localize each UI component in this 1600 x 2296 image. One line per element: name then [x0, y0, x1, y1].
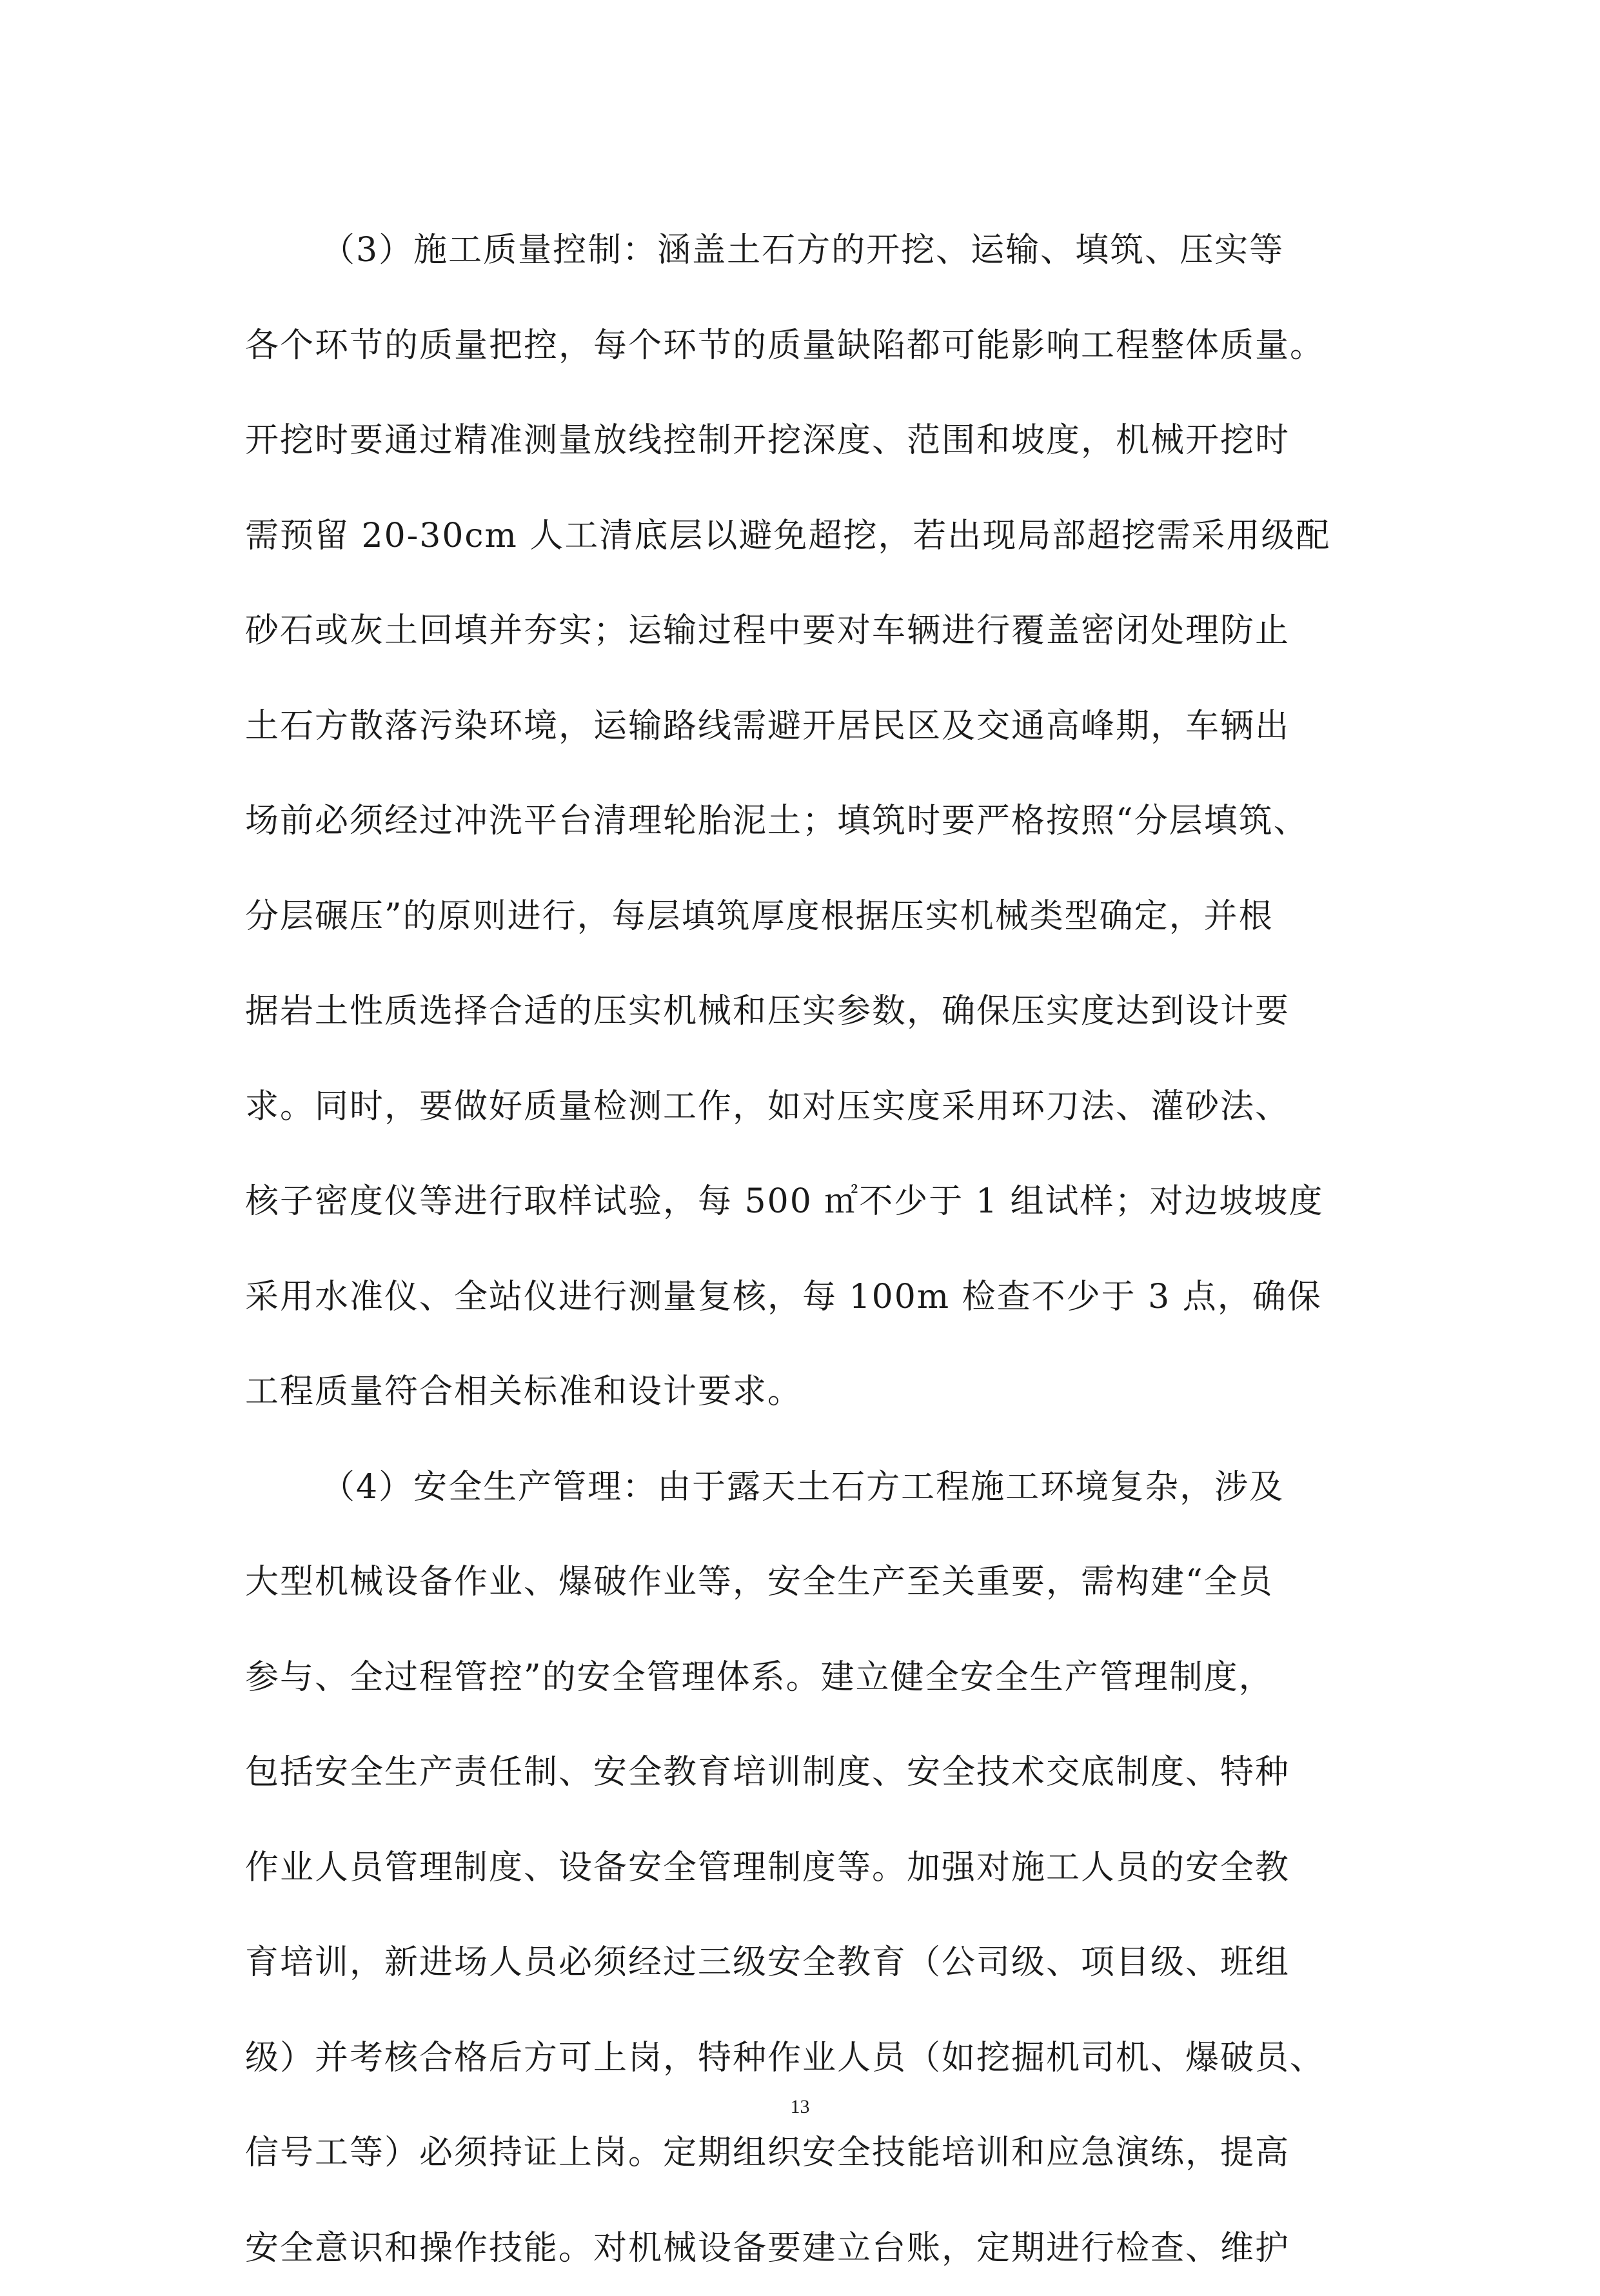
text-line: 核子密度仪等进行取样试验，每 500 ㎡不少于 1 组试样；对边坡坡度: [245, 1154, 1367, 1250]
text-line: 作业人员管理制度、设备安全管理制度等。加强对施工人员的安全教: [245, 1821, 1367, 1916]
paragraph-safety-management: [245, 1440, 1367, 2296]
text-line: 工程质量符合相关标准和设计要求。: [245, 1345, 1367, 1440]
text-line: 砂石或灰土回填并夯实；运输过程中要对车辆进行覆盖密闭处理防止: [245, 584, 1367, 679]
text-line: 开挖时要通过精准测量放线控制开挖深度、范围和坡度，机械开挖时: [245, 393, 1367, 489]
text-line: 参与、全过程管控”的安全管理体系。建立健全安全生产管理制度，: [245, 1630, 1367, 1726]
text-line: 信号工等）必须持证上岗。定期组织安全技能培训和应急演练，提高: [245, 2106, 1367, 2201]
text-line: 采用水准仪、全站仪进行测量复核，每 100m 检查不少于 3 点，确保: [245, 1250, 1367, 1345]
text-line: （4）安全生产管理：由于露天土石方工程施工环境复杂，涉及: [245, 1440, 1367, 1536]
text-line: 据岩土性质选择合适的压实机械和压实参数，确保压实度达到设计要: [245, 964, 1367, 1060]
text-line: 安全意识和操作技能。对机械设备要建立台账，定期进行检查、维护: [245, 2201, 1367, 2296]
text-line: 育培训，新进场人员必须经过三级安全教育（公司级、项目级、班组: [245, 1915, 1367, 2011]
text-line: 需预留 20-30cm 人工清底层以避免超挖，若出现局部超挖需采用级配: [245, 489, 1367, 584]
paragraph-quality-control: [245, 203, 1367, 1440]
text-line: 分层碾压”的原则进行，每层填筑厚度根据压实机械类型确定，并根: [245, 869, 1367, 965]
text-line: 级）并考核合格后方可上岗，特种作业人员（如挖掘机司机、爆破员、: [245, 2011, 1367, 2106]
body-text: [245, 203, 1367, 2296]
text-line: 求。同时，要做好质量检测工作，如对压实度采用环刀法、灌砂法、: [245, 1060, 1367, 1155]
text-line: 各个环节的质量把控，每个环节的质量缺陷都可能影响工程整体质量。: [245, 299, 1367, 394]
page-number: 13: [0, 2096, 1600, 2118]
text-line: 土石方散落污染环境，运输路线需避开居民区及交通高峰期，车辆出: [245, 679, 1367, 775]
text-line: 包括安全生产责任制、安全教育培训制度、安全技术交底制度、特种: [245, 1725, 1367, 1821]
text-line: 场前必须经过冲洗平台清理轮胎泥土；填筑时要严格按照“分层填筑、: [245, 774, 1367, 869]
text-line: （3）施工质量控制：涵盖土石方的开挖、运输、填筑、压实等: [245, 203, 1367, 299]
text-line: 大型机械设备作业、爆破作业等，安全生产至关重要，需构建“全员: [245, 1535, 1367, 1630]
